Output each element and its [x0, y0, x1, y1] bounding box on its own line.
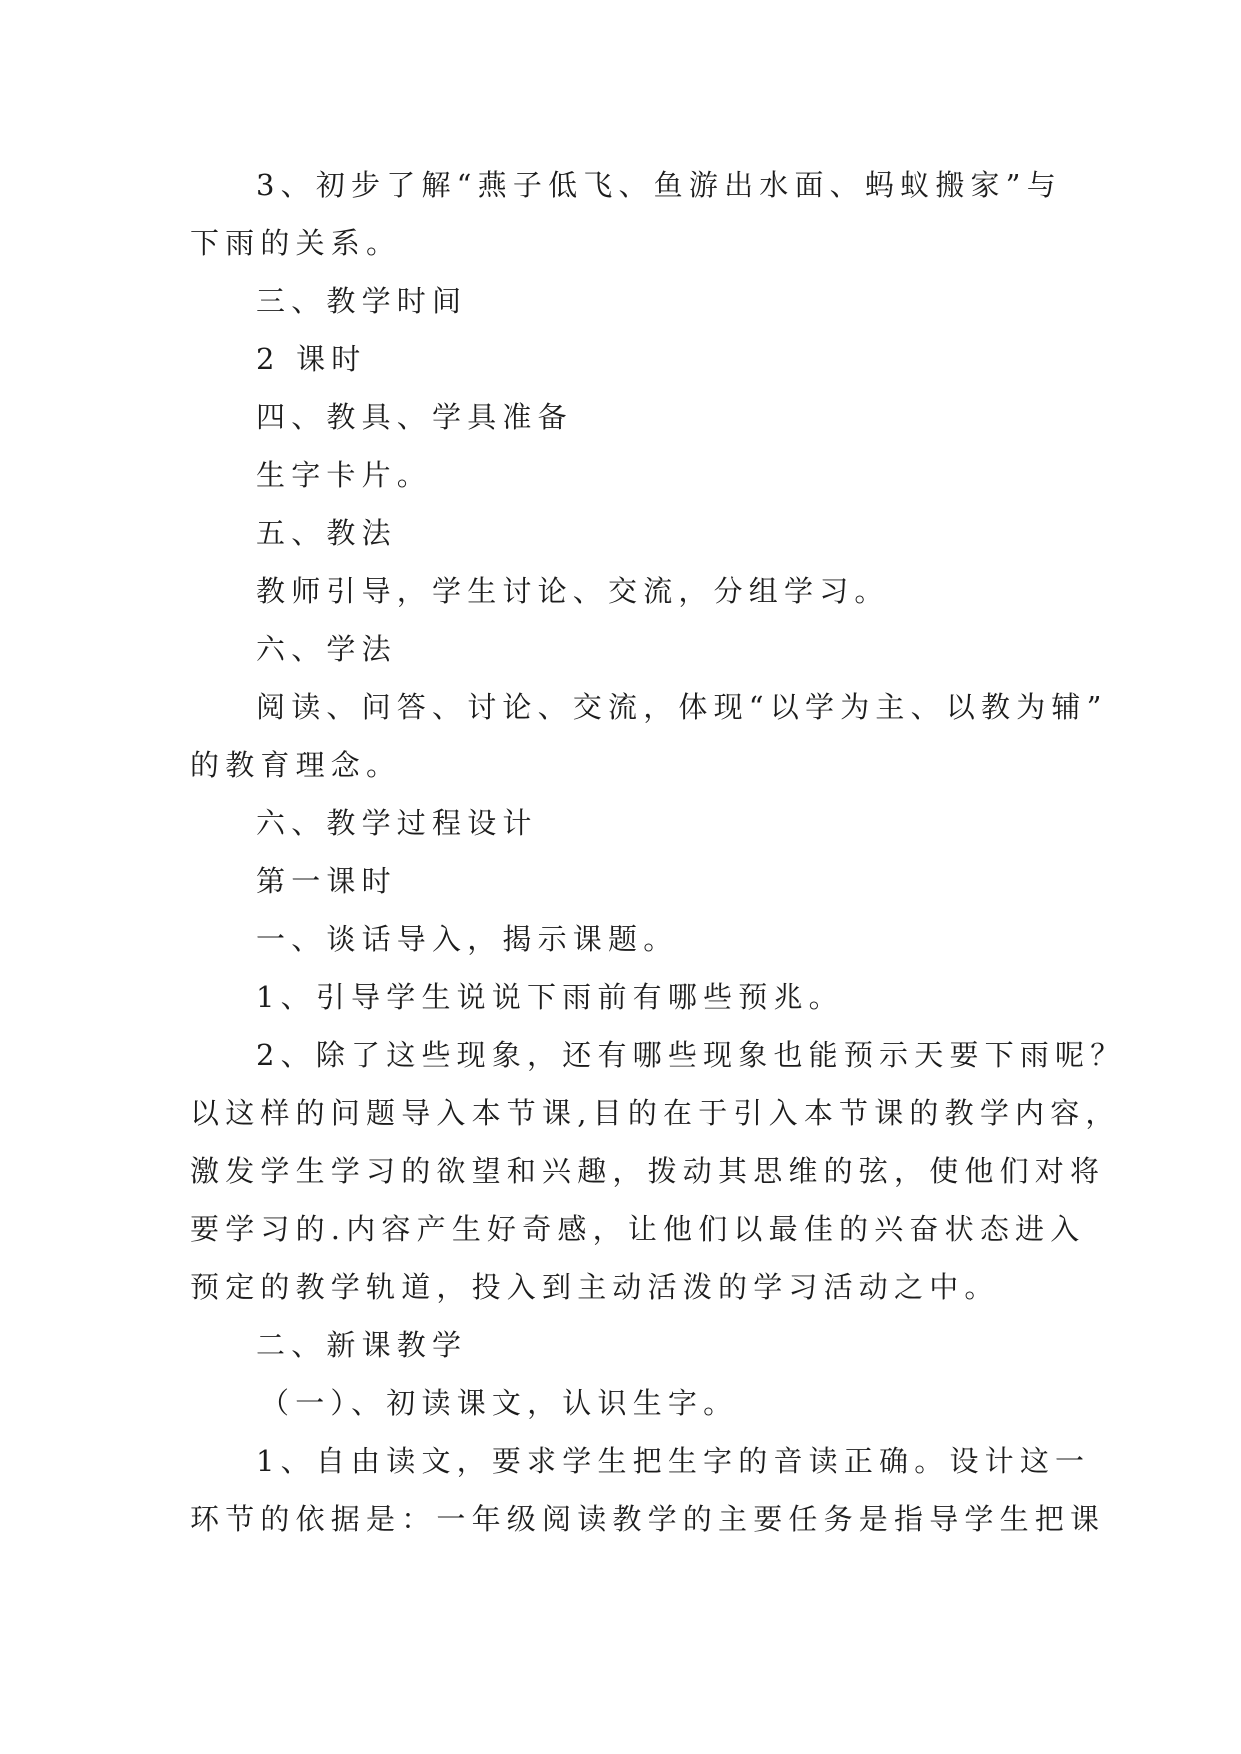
text-line: 1、引导学生说说下雨前有哪些预兆。	[256, 980, 844, 1014]
text-line: 2 课时	[256, 342, 367, 376]
text-line: 环节的依据是：一年级阅读教学的主要任务是指导学生把课	[190, 1502, 1106, 1536]
text-line: 生字卡片。	[256, 458, 433, 492]
section-heading: 第一课时	[256, 864, 397, 898]
text-line: 以这样的问题导入本节课,目的在于引入本节课的教学内容，	[190, 1096, 1121, 1130]
text-line: 2、除了这些现象，还有哪些现象也能预示天要下雨呢？	[256, 1038, 1126, 1072]
text-line: 下雨的关系。	[190, 226, 402, 260]
section-heading: 四、教具、学具准备	[256, 400, 573, 434]
text-line: 教师引导，学生讨论、交流，分组学习。	[256, 574, 890, 608]
section-heading: 二、新课教学	[256, 1328, 468, 1362]
section-heading: 五、教法	[256, 516, 397, 550]
text-line: 阅读、问答、讨论、交流，体现“以学为主、以教为辅”	[256, 690, 1108, 724]
subsection-heading: （一）、初读课文，认识生字。	[260, 1386, 739, 1420]
section-heading: 六、学法	[256, 632, 397, 666]
text-line: 预定的教学轨道，投入到主动活泼的学习活动之中。	[190, 1270, 1000, 1304]
section-heading: 三、教学时间	[256, 284, 468, 318]
text-line: 激发学生学习的欲望和兴趣，拨动其思维的弦，使他们对将	[190, 1154, 1106, 1188]
text-line: 3、初步了解“燕子低飞、鱼游出水面、蚂蚁搬家”与	[256, 168, 1062, 202]
section-heading: 六、教学过程设计	[256, 806, 538, 840]
text-line: 的教育理念。	[190, 748, 402, 782]
section-heading: 一、谈话导入，揭示课题。	[256, 922, 679, 956]
text-line: 1、自由读文，要求学生把生字的音读正确。设计这一	[256, 1444, 1091, 1478]
text-line: 要学习的.内容产生好奇感，让他们以最佳的兴奋状态进入	[190, 1212, 1086, 1246]
